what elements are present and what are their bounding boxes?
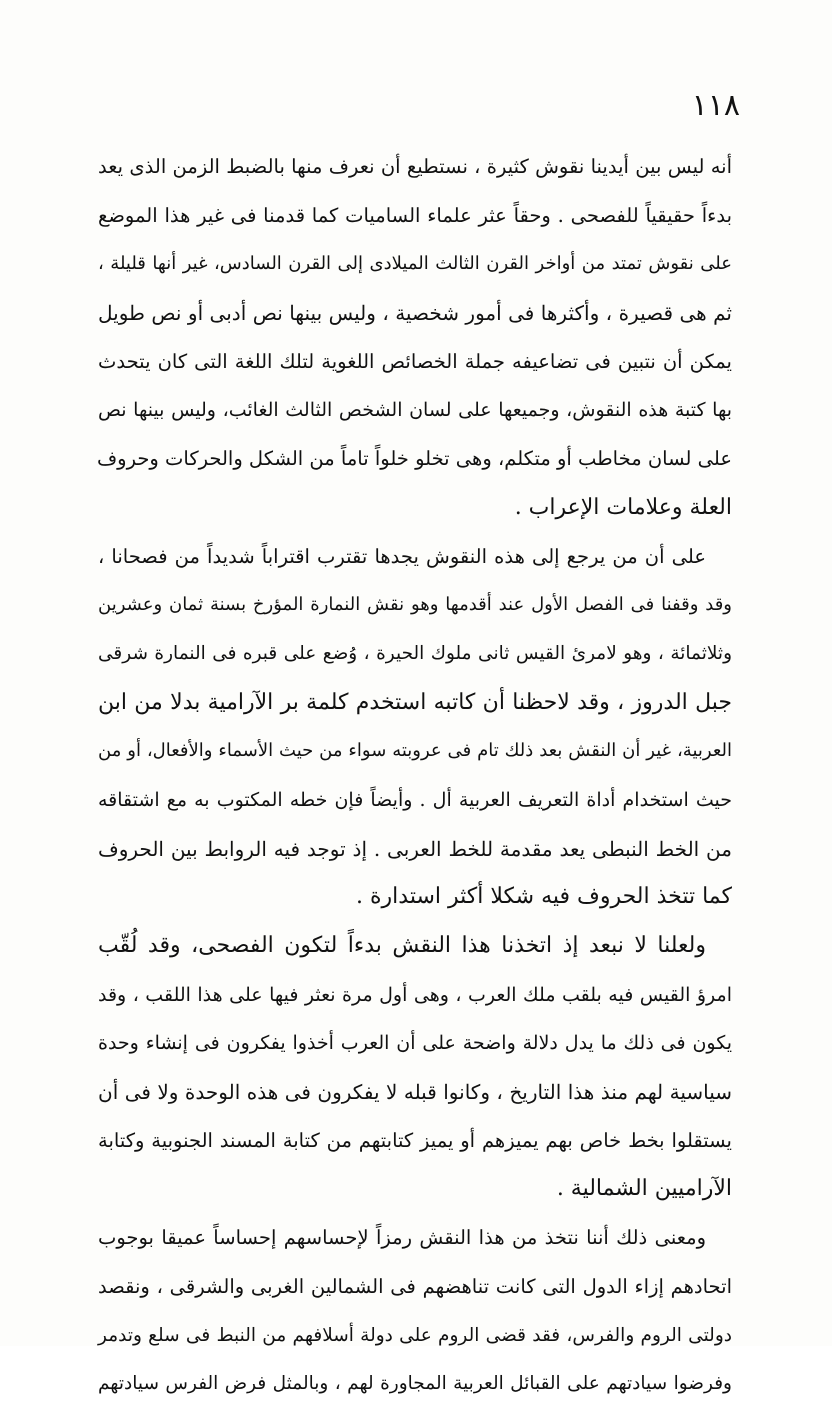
body-text — [98, 143, 732, 1409]
text-line: أنه ليس بين أيدينا نقوش كثيرة ، نستطيع أن نعرف منها بالضبط الزمن الذى يعد — [98, 155, 732, 178]
text-line: ثم هى قصيرة ، وأكثرها فى أمور شخصية ، وليس بينها نص أدبى أو نص طويل — [98, 301, 732, 326]
paragraph-4 — [98, 1214, 732, 1409]
text-line: دولتى الروم والفرس، فقد قضى الروم على دولة أسلافهم من النبط فى سلع وتدمر — [98, 1324, 732, 1346]
text-line: على لسان مخاطب أو متكلم، وهى تخلو خلواً تاماً من الشكل والحركات وحروف — [96, 447, 732, 471]
page-number: ١١٨ — [691, 88, 740, 123]
text-line: يكون فى ذلك ما يدل دلالة واضحة على أن العرب أخذوا يفكرون فى إنشاء وحدة — [98, 1032, 732, 1055]
text-line: اتحادهم إزاء الدول التى كانت تناهضهم فى الشمالين الغربى والشرقى ، ونقصد — [98, 1274, 732, 1298]
text-line: بدءاً حقيقياً للفصحى . وحقاً عثر علماء الساميات كما قدمنا فى غير هذا الموضع — [98, 203, 732, 227]
text-line: امرؤ القيس فيه بلقب ملك العرب ، وهى أول مرة نعثر فيها على هذا اللقب ، وقد — [98, 983, 732, 1006]
text-line: ومعنى ذلك أننا نتخذ من هذا النقش رمزاً لإحساسهم إحساساً عميقا بوجوب — [98, 1226, 706, 1250]
text-line: من الخط النبطى يعد مقدمة للخط العربى . إذ توجد فيه الروابط بين الحروف — [98, 836, 732, 861]
text-line: بها كتبة هذه النقوش، وجميعها على لسان الشخص الثالث الغائب، وليس بينها نص — [98, 399, 732, 422]
paragraph-3 — [98, 922, 732, 1214]
text-line: العربية، غير أن النقش بعد ذلك تام فى عروبته سواء من حيث الأسماء والأفعال، أو من — [98, 740, 732, 762]
text-line: على نقوش تمتد من أواخر القرن الثالث الميلادى إلى القرن السادس، غير أنها قليلة ، — [98, 253, 732, 275]
text-line: الآراميين الشمالية . — [556, 1176, 732, 1202]
text-line: يستقلوا بخط خاص بهم يميزهم أو يميز كتابتهم من كتابة المسند الجنوبية وكتابة — [98, 1128, 732, 1152]
text-line: حيث استخدام أداة التعريف العربية أل . وأيضاً فإن خطه المكتوب به مع اشتقاقه — [98, 788, 732, 811]
text-line: وقد وقفنا فى الفصل الأول عند أقدمها وهو نقش النمارة المؤرخ بسنة ثمان وعشرين — [98, 594, 732, 616]
text-line: وفرضوا سيادتهم على القبائل العربية المجاورة لهم ، وبالمثل فرض الفرس سيادتهم — [98, 1373, 732, 1395]
paragraph-1 — [98, 143, 732, 533]
text-line: جبل الدروز ، وقد لاحظنا أن كاتبه استخدم كلمة بر الآرامية بدلا من ابن — [98, 689, 732, 715]
paragraph-2 — [98, 533, 732, 923]
text-line: وثلاثمائة ، وهو لامرئ القيس ثانى ملوك الحيرة ، وُضع على قبره فى النمارة شرقى — [98, 642, 732, 664]
text-line: العلة وعلامات الإعراب . — [514, 494, 732, 520]
text-line: يمكن أن نتبين فى تضاعيفه جملة الخصائص اللغوية لتلك اللغة التى كان يتحدث — [98, 349, 732, 373]
text-line: كما تتخذ الحروف فيه شكلا أكثر استدارة . — [356, 884, 732, 910]
text-line: سياسية لهم منذ هذا التاريخ ، وكانوا قبله لا يفكرون فى هذه الوحدة ولا فى أن — [98, 1080, 732, 1105]
text-line: ولعلنا لا نبعد إذ اتخذنا هذا النقش بدءاً لتكون الفصحى، وقد لُقّب — [98, 933, 706, 958]
text-line: على أن من يرجع إلى هذه النقوش يجدها تقترب اقتراباً شديداً من فصحانا ، — [98, 544, 706, 568]
